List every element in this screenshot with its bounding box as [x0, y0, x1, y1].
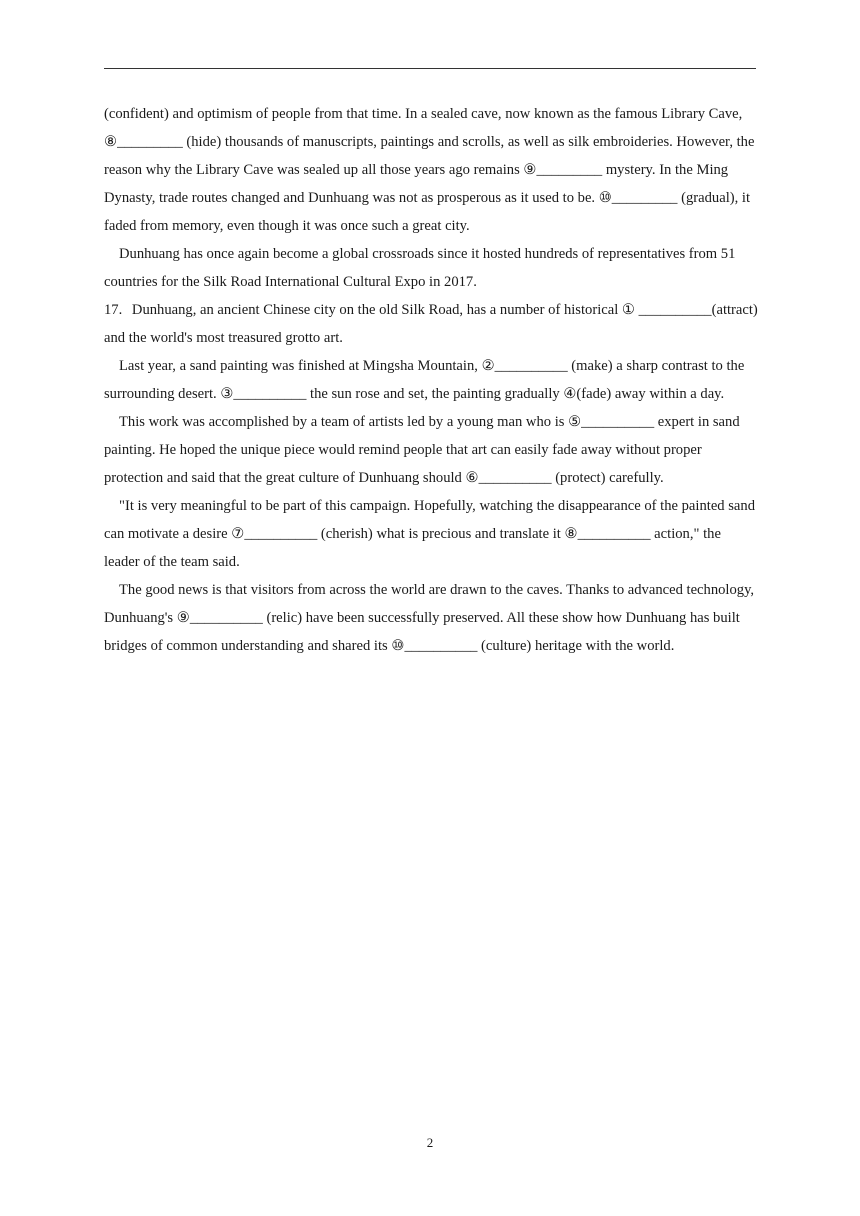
- question-text: Dunhuang, an ancient Chinese city on the old Silk Road, has a number of historical ① __________(attract) and the world's most treasured grotto art.: [104, 302, 758, 346]
- header-rule: [104, 68, 756, 69]
- question-paragraph: "It is very meaningful to be part of this campaign. Hopefully, watching the disappearance of the painted sand can motivate a desire ⑦__________ (cherish) what is precious and translate it ⑧__________ action," the leader of the team said.: [104, 498, 755, 570]
- question-paragraph: This work was accomplished by a team of artists led by a young man who is ⑤__________ expert in sand painting. He hoped the unique piece would remind people that art can easily fade away without proper protection and said that the great culture of Dunhuang should ⑥__________ (protect) carefully.: [104, 414, 740, 486]
- document-body: [104, 100, 758, 660]
- question-paragraph: The good news is that visitors from across the world are drawn to the caves. Thanks to advanced technology, Dunhuang's ⑨__________ (relic) have been successfully preserved. All these show how Dunhuang has built bridges of common understanding and shared its ⑩__________ (culture) heritage with the world.: [104, 582, 755, 654]
- passage-paragraph: (confident) and optimism of people from that time. In a sealed cave, now known as the famous Library Cave, ⑧_________ (hide) thousands of manuscripts, paintings and scrolls, as well as silk embroideries. However, the reason why the Library Cave was sealed up all those years ago remains ⑨_________ mystery. In the Ming Dynasty, trade routes changed and Dunhuang was not as prosperous as it used to be. ⑩_________ (gradual), it faded from memory, even though it was once such a great city.: [104, 106, 755, 234]
- question-paragraph: Last year, a sand painting was finished at Mingsha Mountain, ②__________ (make) a sharp contrast to the surrounding desert. ③__________ the sun rose and set, the painting gradually ④(fade) away within a day.: [104, 358, 745, 402]
- passage-paragraph: Dunhuang has once again become a global crossroads since it hosted hundreds of representatives from 51 countries for the Silk Road International Cultural Expo in 2017.: [104, 246, 736, 290]
- question-number: 17.: [104, 302, 123, 318]
- page-number: 2: [426, 1135, 434, 1150]
- question-17-paragraph: [104, 296, 758, 352]
